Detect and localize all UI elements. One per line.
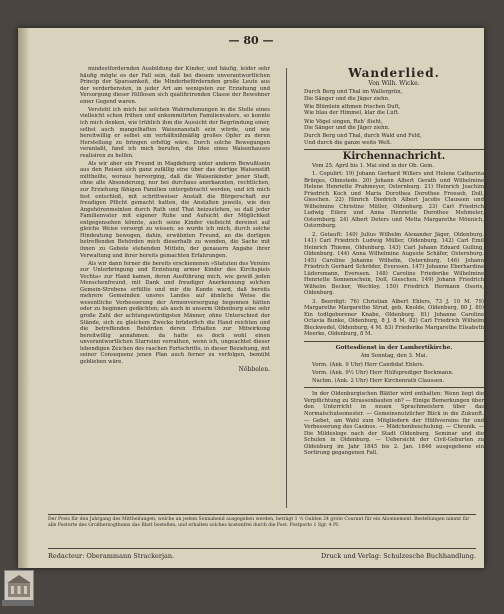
left-paragraph-3: Als wir aber ein Freund in Magdeburg unter anderm Bewußtsein aus den Reisen sich ganz zufällig eine über das dortige Waisenstift mittheilte, woraus hervorging, daß die Waisenkinder jener Stadt, ohne alle Absonderung, nur bei durchaus anerkannten, rechtlichen, zur Erziehung fähigen Familien untergebracht werden, und ich mich fest entschloß, mit schrittweiser Anstalt die Bürgerschaft zur freudigen Pflicht gemacht hatten, die Anstalten jeweils, wie den Angehörenmeinten durch Rath und That beizustehen, so daß jeder Familienvater mit eigener Ruhe und Aufsicht der Möglichkeit entgegensehen könnte, auch seine Kinder vielleicht dereinst auf gleiche Weise versorgt zu wissen; so wurde ich mich, durch solche Hindeutung bewogen, dahin, erwähnten Freund, an die dortigen betreffenden Behörden mich dieserhalb zu wenden, die Sache mit ihnen zu Gebote stehenden Mitteln, der genauern Angabe ihrer Verwaltung und ihrer bereits gemachten Erfahrungen. (80, 160, 270, 259)
poem-stanza-1: Durch Berg und Thal im Wallergrün, Die Sänger und die Jäger ziehn. (304, 89, 403, 102)
poem-stanza-4: Durch Berg und Thal, durch Wald und Feld, Und durch die ganze weite Welt. (304, 133, 422, 146)
page-binding-shadow (18, 28, 30, 568)
church-entry-baptisms: 2. Getauft: 140) Julius Wilhelm Alexander Jäger, Oldenburg. 141) Carl Friedrich Ludwig Müller, Oldenburg. 142) Carl Emil Heinrich Thieme, Oldenburg. 143) Carl Johann Eduard Gulling, Oldenburg. 144) Anna Wilhelmine Auguste Schäfer, Osternburg. 145) Caroline Johanne Wilhelm, Osternburg. 146) Johann Friedrich Gerhard Schröder, Everssen. 147) Johanne Eberhardine Lüdersmann, Everssen. 148) Caroline Friederike Wilhelmine Henriette Sonnenschein, Doll, Gieschen. 149) Johann Friedrich Wilhelm Becker, Wechloy. 150) Friedrich Hermann Oseris, Oldenburg. (304, 231, 484, 297)
poem-title: Wanderlied. (348, 66, 440, 80)
imprint-footer (48, 548, 476, 560)
church-entry-burials: 3. Beerdigt: 76) Christian Albert Ehlers, 73 J. 10 M. 79) Margarethe Margarethe Strud, geb. Knolde, Oldenburg, 80 J. 80) Ein todtgeborener Knabe, Oldenburg. 81) Johanne Caroline Octavia Bunke, Oldenburg, 8 J. 8 M. 82) Carl Friedrich Wilhelm Bleckwedel, Oldenburg, 4 M. 83) Friederike Margarethe Elisabeth Meerke, Oldenburg, 8 M. (304, 298, 484, 338)
library-stamp-bar (2, 600, 34, 606)
notice-paragraph: In der Oldenburgischen Blätter wird enthalten: Wenn liegt die Verpflichtung zu Strassenbauten ob? — Einige Bemerkungen über den Unterricht in neuen Sprachmeistern über das Normalschulsemester. — Gemeinsnutzlicher Blick in die Zukunft. — Gebet, am Wahl zum Mitgliedern der Hülfsvereins für und Verbesserung des Casinos. — Mädchenbeschulung. — Chronik. — Die Mildesloge nach der Stadt Oldenburg, Seminar und die Schulen in Oldenburg. — Uebersicht der Civil-Geburten zu Oldenburg im Jahr 1845 bis 2. Jan. 1846 ausgegebene ein Sortirung gegangenen Fall. (304, 391, 484, 457)
church-intro: Vom 25. April bis 1. Mai sind in der Ob. Gem. (312, 162, 434, 169)
left-signature: Nöbbelen. (238, 365, 270, 373)
editor-credit: Redacteur: Oberammann Strackerjan. (48, 552, 175, 560)
right-column (304, 66, 484, 458)
service-date: Am Sonntag, den 3. Mai. (360, 353, 428, 360)
poem-byline: Von Wilh. Wicke. (368, 80, 420, 87)
subscription-footnote: Der Preis für den Jahrgang des Mittheilungen, welche an jedem Sonnabend ausgegeben werden, beträgt 1 ½ Gulden 24 grote Courant für ein Abonnement. Bestellungen nimmt für alle Postorte des Großherzogthums das Blatt bestellen, und erhalten solches kostenfrei durch die Post. Postporto 1 Sgr. 4 Pf. (48, 514, 476, 528)
left-paragraph-2: Versteht ich mich bei solchen Wahrnehmungen in die Stelle eines vielleicht schon frühen und unkommitirten Familienvaters, so konnte ich mich denken, wie trüblich ihm die Aussicht der Begründung einer, selbst auch mangelhaften Waisenanstalt sein würde, und wie bereitwillig er selbst ein verhältnißmäßig großes Opfer zu deren Herstellung zu bringen erbötig wäre. Durch solche Bewegungen veranlaßt, fand ich mich berufen, die Idee eines Waisenhauses realisiren zu helfen. (80, 106, 270, 159)
section-rule-2 (304, 341, 484, 342)
section-rule (304, 149, 484, 150)
page-number: — 80 — (228, 34, 274, 47)
publisher-credit: Druck und Verlag: Schulzesche Buchhandlung. (321, 552, 476, 560)
service-line-1: Vorm. (Ank. 9 Uhr) Herr Candidat Ehlers. (312, 361, 425, 368)
left-paragraph-1: mindestfordernden Ausbildung der Kinder, und häufig, leider sehr häufig mögte es der Fall sein, daß bei diesem unverantwortlichen Princip der Sparsamkeit, die Minderbefördernden große Leute aus der verderbensten, in jeder Art am wenigsten zur Erziehung und Versorgung dieser Hilflosen sich qualificirenden Classe der Bewohner einer Gegend waren. (80, 66, 270, 105)
column-divider (286, 68, 287, 508)
left-column (80, 66, 270, 375)
church-entry-marriages: 1. Copulirt: 19) Johann Gerhard Willers und Helene Catharina Brünjes, Ohmstede. 20) Johann Albert Gerath und Wilhelmine Helene Henriette Prahmeyer, Osternburg. 21) Heinrich Joachim Friedrich Koch und Maria Dorothea Dorothee Freeseb, Doll, Gieschen. 22) Hinrich Diedrich Albert Jacobs Claussen und Wilhelmine Christine Müller, Oldenburg. 23) Carl Friedrich Ludwig Eilerz und Anna Henriette Dorothee Mehmeler, Osternburg. 24) Albert Deters und Metta Margarethe Mönnich, Osternburg. (304, 170, 484, 230)
service-line-2: Vorm. (Ank. 9½ Uhr) Herr Hülfsprediger Bockmann. (312, 369, 454, 376)
newspaper-page (18, 28, 484, 568)
poem-stanza-2: Wie Blümlein athmen frischen Duft, Wie blau der Himmel, klar die Luft. (304, 103, 401, 117)
library-stamp-icon (4, 570, 34, 602)
left-paragraph-4: Als wir dann ferner die bereits erschienenen »Statuten des Vereins zur Unterbringung und Erziehung armer Kinder des Kirchspiels Vechta« zur Hand kamen, deren Ausführung mich, wie gewiß jeden Menschenfreund, mit Dank und freudiger Anerkennung solchen Gemein-Strebens erfüllte und mir die Kunde ward, daß bereits mehrere Gemeinden unsres Landes auf ähnliche Weise die wesentliche Verbesserung der Armenversorgung begonnen hätten oder zu beginnen gedächten; als auch in unserm Oldenburg eine sehr große Zahl der achtungswürdigsten Männer, ohne Unterschied der Stände, sich zu gleichem Zwecke brüderlich die Hand reichten und die betreffenden Behörden deren Erhalten zur Mitwirkung bereitwillig annahmen: da hatte es doch wohl einen unverantwortlichen Starrsinn verrathen, wenn ich, ungeachtet dieser lebendigen Zeichen des raschen Fortschritts, in dieser Beziehung, mit seiner Consequenz jenen Plan auch ferner zu verfolgen, bemüht geblieben wäre. (80, 260, 270, 365)
service-heading: Gottesdienst in der Lambertikirche. (335, 344, 453, 351)
poem-stanza-3: Wie Vögel singen, Reh' flieht, Die Sänger und die Jäger ziehn. (304, 118, 390, 132)
service-line-3: Nachm. (Ank. 2 Uhr) Herr Kirchenrath Claussen. (312, 377, 445, 384)
section-rule-3 (304, 387, 484, 388)
church-news-heading: Kirchennachricht. (342, 151, 446, 163)
